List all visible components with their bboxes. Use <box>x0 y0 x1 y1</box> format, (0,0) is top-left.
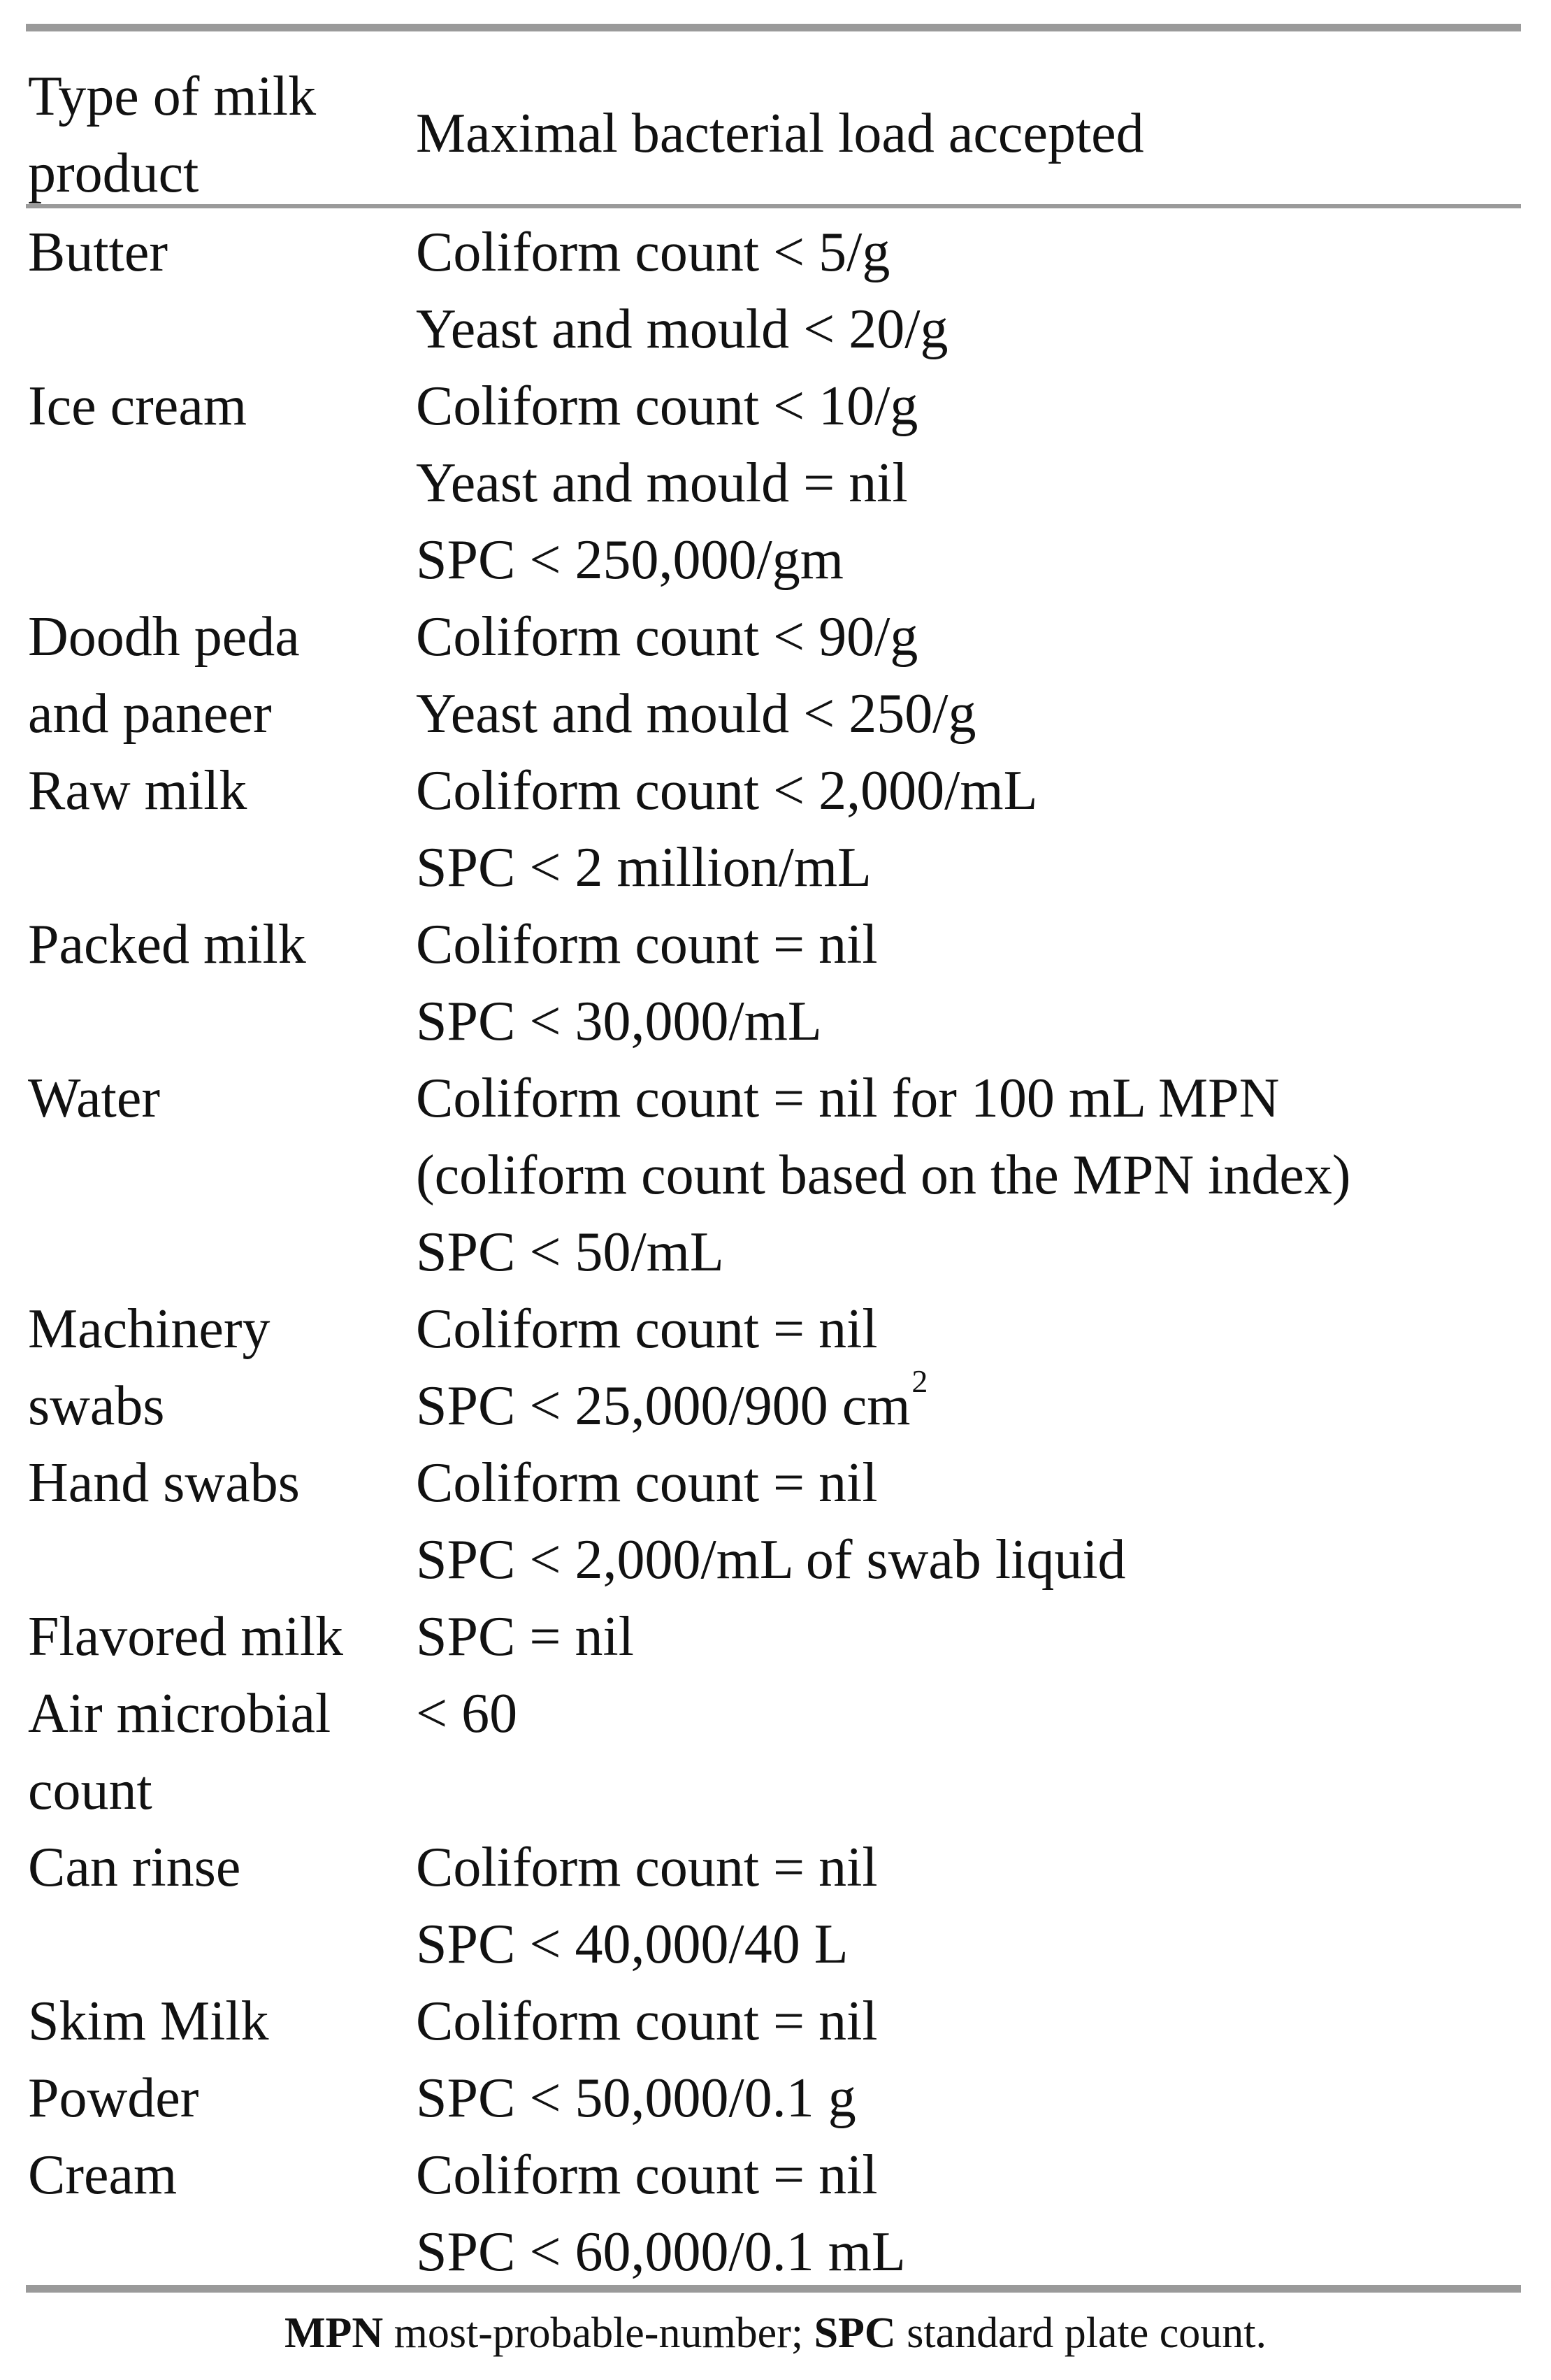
table-top-rule <box>26 24 1521 31</box>
limit-text: Coliform count = nil <box>416 2144 878 2206</box>
product-cell <box>28 1445 300 1521</box>
limit-line <box>416 291 948 368</box>
limit-line <box>416 983 878 1060</box>
limit-line <box>416 445 918 522</box>
limit-text: Coliform count < 10/g <box>416 375 918 437</box>
limit-text: SPC = nil <box>416 1606 634 1668</box>
product-name-line: Raw milk <box>28 760 247 822</box>
product-cell <box>28 214 168 291</box>
limit-text: Coliform count = nil <box>416 1452 878 1514</box>
product-cell <box>28 1983 269 2137</box>
product-cell <box>28 752 247 829</box>
product-name-line: swabs <box>28 1375 165 1437</box>
limit-text: Coliform count = nil <box>416 1298 878 1360</box>
header-product-type-line-1: Type of milk <box>28 66 317 127</box>
limit-text: SPC < 2 million/mL <box>416 837 872 898</box>
product-cell <box>28 1291 270 1445</box>
limit-text: SPC < 2,000/mL of swab liquid <box>416 1529 1126 1591</box>
limit-text: SPC < 60,000/0.1 mL <box>416 2221 906 2283</box>
product-cell <box>28 1598 343 1675</box>
limit-text: SPC < 50/mL <box>416 1221 724 1283</box>
limit-text: SPC < 50,000/0.1 g <box>416 2067 856 2129</box>
product-cell <box>28 906 306 983</box>
limits-cell <box>416 1675 517 1752</box>
limit-text: Coliform count < 90/g <box>416 606 918 668</box>
limit-text: SPC < 40,000/40 L <box>416 1914 849 1975</box>
product-name-line: Machinery <box>28 1298 270 1360</box>
limits-cell <box>416 598 976 752</box>
product-name-line: Butter <box>28 222 168 283</box>
product-cell <box>28 368 247 445</box>
limit-text: (coliform count based on the MPN index) <box>416 1145 1351 1206</box>
limit-line <box>416 752 1038 829</box>
limit-text: Coliform count = nil for 100 mL MPN <box>416 1068 1280 1129</box>
product-name-line: Ice cream <box>28 375 247 437</box>
limit-text: < 60 <box>416 1683 518 1744</box>
limits-cell <box>416 906 878 1060</box>
limit-line <box>416 1291 928 1368</box>
product-name-line: Can rinse <box>28 1837 241 1898</box>
limit-text: Coliform count < 5/g <box>416 222 890 283</box>
footnote-abbr-spc: SPC <box>814 2309 896 2357</box>
limits-cell <box>416 1983 878 2137</box>
unit-superscript: 2 <box>911 1363 928 1400</box>
product-cell <box>28 598 300 752</box>
limits-cell <box>416 214 948 368</box>
limits-cell <box>416 2137 906 2291</box>
product-cell <box>28 2137 177 2214</box>
limit-text: Yeast and mould < 250/g <box>416 683 976 745</box>
limit-line <box>416 2137 906 2214</box>
product-name-line: Doodh peda <box>28 606 300 668</box>
header-product-type <box>28 59 316 213</box>
limit-line <box>416 1521 1126 1598</box>
limit-text: Coliform count = nil <box>416 914 878 975</box>
footnote-def-spc: standard plate count. <box>907 2309 1267 2357</box>
product-name-line: Water <box>28 1068 160 1129</box>
product-name-line: Flavored milk <box>28 1606 344 1668</box>
footnote-def-mpn: most-probable-number; <box>394 2309 804 2357</box>
limits-cell <box>416 752 1038 906</box>
limit-text: Yeast and mould < 20/g <box>416 299 948 360</box>
limit-line <box>416 522 918 598</box>
table-bottom-rule <box>26 2285 1521 2293</box>
limits-cell <box>416 368 918 598</box>
header-bacterial-load: Maximal bacterial load accepted <box>416 103 1144 164</box>
limit-line <box>416 1829 878 1906</box>
limits-cell <box>416 1291 928 1445</box>
limit-line <box>416 1983 878 2060</box>
product-name-line: Hand swabs <box>28 1452 300 1514</box>
limit-line <box>416 1363 928 1445</box>
table-header-rule <box>26 204 1521 208</box>
limits-cell <box>416 1829 878 1983</box>
limit-line <box>416 214 948 291</box>
product-name-line: Packed milk <box>28 914 306 975</box>
product-name-line: Powder <box>28 2067 199 2129</box>
product-name-line: Air microbial <box>28 1683 331 1744</box>
limit-line <box>416 598 976 675</box>
product-cell <box>28 1060 160 1137</box>
limits-cell <box>416 1060 1351 1291</box>
product-name-line: and paneer <box>28 683 272 745</box>
limit-text: Coliform count = nil <box>416 1991 878 2052</box>
limit-line <box>416 1214 1351 1291</box>
limit-text: SPC < 250,000/gm <box>416 529 844 591</box>
limit-line <box>416 906 878 983</box>
limit-line <box>416 2214 906 2291</box>
product-name-line: Cream <box>28 2144 178 2206</box>
limit-line <box>416 1137 1351 1214</box>
header-product-type-line-2: product <box>28 143 199 204</box>
limit-text: SPC < 30,000/mL <box>416 991 822 1052</box>
limit-text: SPC < 25,000/900 cm <box>416 1375 911 1437</box>
product-name-line: count <box>28 1760 152 1821</box>
limit-line <box>416 675 976 752</box>
limit-line <box>416 368 918 445</box>
limit-text: Yeast and mould = nil <box>416 452 908 514</box>
limit-line <box>416 829 1038 906</box>
limit-line <box>416 1445 1126 1521</box>
limits-cell <box>416 1598 634 1675</box>
limits-cell <box>416 1445 1126 1598</box>
limit-text: Coliform count < 2,000/mL <box>416 760 1038 822</box>
limit-line <box>416 1906 878 1983</box>
limit-line <box>416 1060 1351 1137</box>
product-cell <box>28 1829 240 1906</box>
limit-line <box>416 1598 634 1675</box>
limit-line <box>416 1675 517 1752</box>
limit-line <box>416 2060 878 2137</box>
product-name-line: Skim Milk <box>28 1991 269 2052</box>
table-footnote <box>0 2302 1551 2365</box>
footnote-abbr-mpn: MPN <box>284 2309 384 2357</box>
limit-text: Coliform count = nil <box>416 1837 878 1898</box>
product-cell <box>28 1675 331 1829</box>
